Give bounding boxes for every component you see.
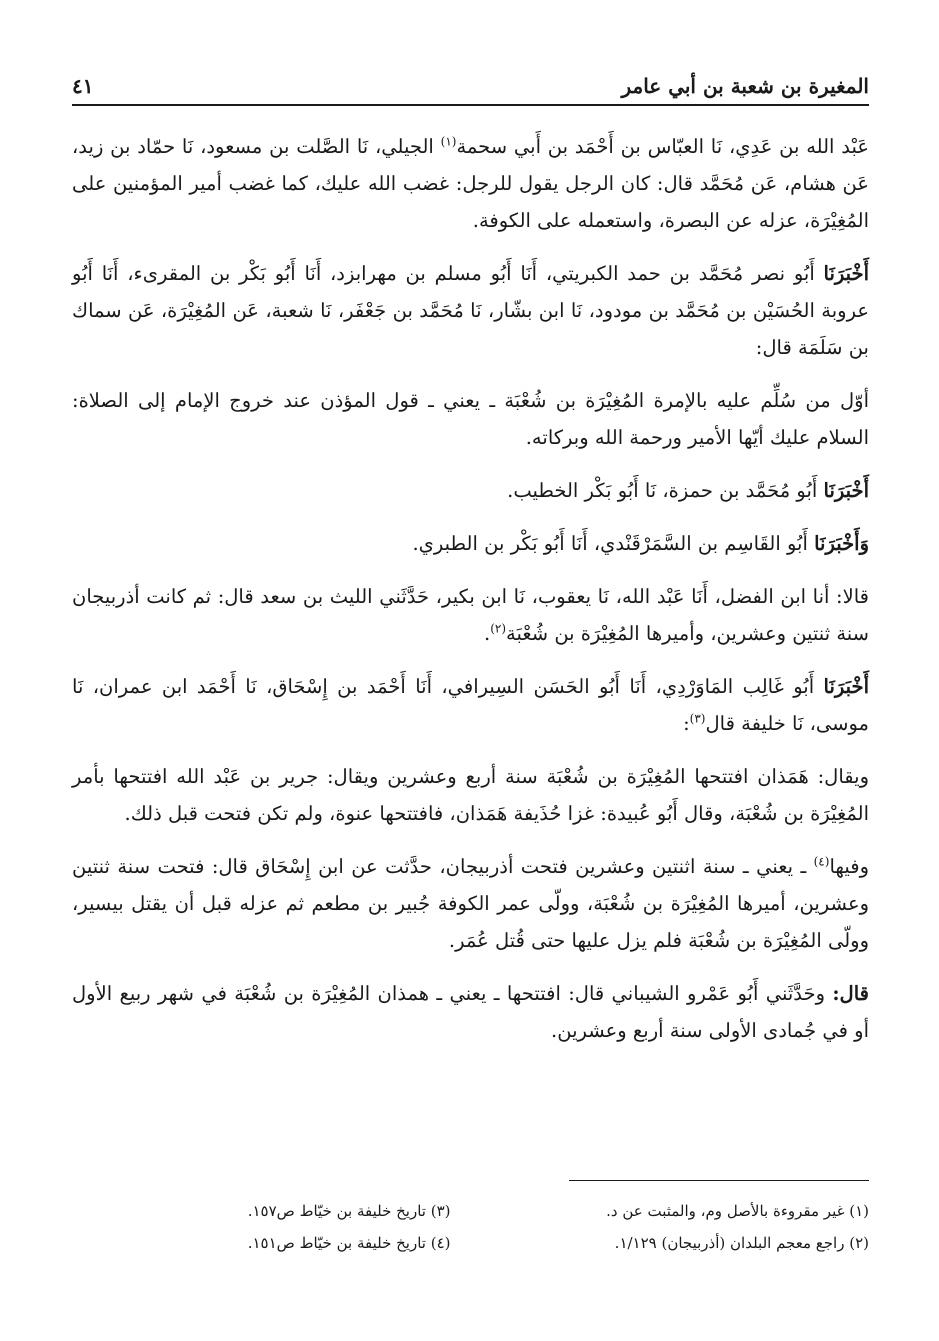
footnotes	[72, 1195, 869, 1259]
isnad-lead: قال:	[832, 982, 869, 1005]
footnote-ref-1: (١)	[440, 134, 457, 149]
paragraph-8: ويقال: هَمَذان افتتحها المُغِيْرَة بن شُعْبَة سنة أربع وعشرين ويقال: جرير بن عَبْد الله افتتحها بأمر المُغِيْرَة بن شُعْبَة، وقال أَبُو عُبيدة: غزا حُذَيفة هَمَذان، فافتتحها عنوة، ولم تكن فتحت قبل ذلك.	[72, 765, 869, 825]
paragraph-9: وفيها$^{(٤)}$ ـ يعني ـ سنة اثنتين وعشرين فتحت أذربيجان، حدَّثت عن ابن إِسْحَاق قال: فتحت سنة ثنتين وعشرين، أميرها المُغِيْرَة بن شُعْبَة، وولّى عمر الكوفة جُبير بن مطعم ثم عزله قبل أن يقتل بيسير، وولّى المُغِيْرَة بن شُعْبَة فلم يزل عليها حتى قُتل عُمَر.	[72, 854, 869, 952]
page-number: ٤١	[72, 74, 94, 98]
footnote-4: (٤) تاريخ خليفة بن خيّاط ص١٥١.	[247, 1234, 451, 1252]
paragraph-1: عَبْد الله بن عَدِي، نَا العبّاس بن أَحْمَد بن أَبي سحمة$^{(١)}$ الجيلي، نَا الصَّلت بن مسعود، نَا حمّاد بن زيد، عَن هشام، عَن مُحَمَّد قال: كان الرجل يقول للرجل: غضب الله عليك، كما غضب أمير المؤمنين على المُغِيْرَة، عزله عن البصرة، واستعمله على الكوفة.	[72, 134, 869, 232]
isnad-lead: وَأَخْبَرَنَا	[814, 532, 869, 555]
footnote-ref-4: (٤)	[813, 854, 830, 869]
paragraph-2: أَخْبَرَنَا أَبُو نصر مُحَمَّد بن حمد الكبريتي، أَنَا أَبُو مسلم بن مهرابزد، أَنَا أَبُو بَكْر بن المقرىء، أَنَا أَبُو عروبة الحُسَيْن بن مُحَمَّد بن مودود، نَا ابن بشّار، نَا مُحَمَّد بن جَعْفَر، نَا شعبة، عَن المُغِيْرَة، عَن سماك بن سَلَمَة قال:	[72, 262, 869, 359]
paragraph-4: أَخْبَرَنَا أَبُو مُحَمَّد بن حمزة، نَا أَبُو بَكْر الخطيب.	[507, 479, 869, 502]
isnad-lead: أَخْبَرَنَا	[823, 479, 869, 502]
paragraph-6: قالا: أنا ابن الفضل، أَنَا عَبْد الله، نَا يعقوب، نَا ابن بكير، حَدَّثَني الليث بن سعد قال: ثم كانت أذربيجان سنة ثنتين وعشرين، وأميرها المُغِيْرَة بن شُعْبَة$^{(٢)}$.	[72, 585, 869, 645]
footnote-ref-3: (٣)	[689, 711, 706, 726]
footnote-separator	[569, 1180, 869, 1181]
footnote-ref-2: (٢)	[490, 621, 507, 636]
footnote-3: (٣) تاريخ خليفة بن خيّاط ص١٥٧.	[247, 1202, 451, 1220]
paragraph-7: أَخْبَرَنَا أَبُو غَالِب المَاوَرْدِي، أَنَا أَبُو الحَسَن السِيرافي، أَنَا أَحْمَد بن إِسْحَاق، نَا أَحْمَد ابن عمران، نَا موسى، نَا خليفة قال$^{(٣)}$:	[72, 675, 869, 735]
isnad-lead: أَخْبَرَنَا	[823, 675, 869, 698]
running-header	[72, 58, 869, 106]
paragraph-10: قال: وحَدَّثَني أَبُو عَمْرو الشيباني قال: افتتحها ـ يعني ـ همذان المُغِيْرَة بن شُعْبَة في شهر ربيع الأول أو في جُمادى الأولى سنة أربع وعشرين.	[72, 982, 869, 1042]
paragraph-5: وَأَخْبَرَنَا أَبُو القَاسِم بن السَّمَرْقَنْدي، أَنَا أَبُو بَكْر بن الطبري.	[412, 532, 869, 555]
footnote-1: (١) غير مقروءة بالأصل وم، والمثبت عن د.	[606, 1202, 869, 1220]
isnad-lead: أَخْبَرَنَا	[823, 262, 869, 285]
paragraph-3: أوّل من سُلِّم عليه بالإمرة المُغِيْرَة بن شُعْبَة ـ يعني ـ قول المؤذن عند خروج الإمام إلى الصلاة: السلام عليك أيّها الأمير ورحمة الله وبركاته.	[72, 389, 869, 449]
main-text	[72, 128, 869, 1065]
running-title: المغيرة بن شعبة بن أبي عامر	[621, 74, 869, 98]
footnote-2: (٢) راجع معجم البلدان (أذربيجان) ١/١٢٩.	[614, 1234, 869, 1252]
